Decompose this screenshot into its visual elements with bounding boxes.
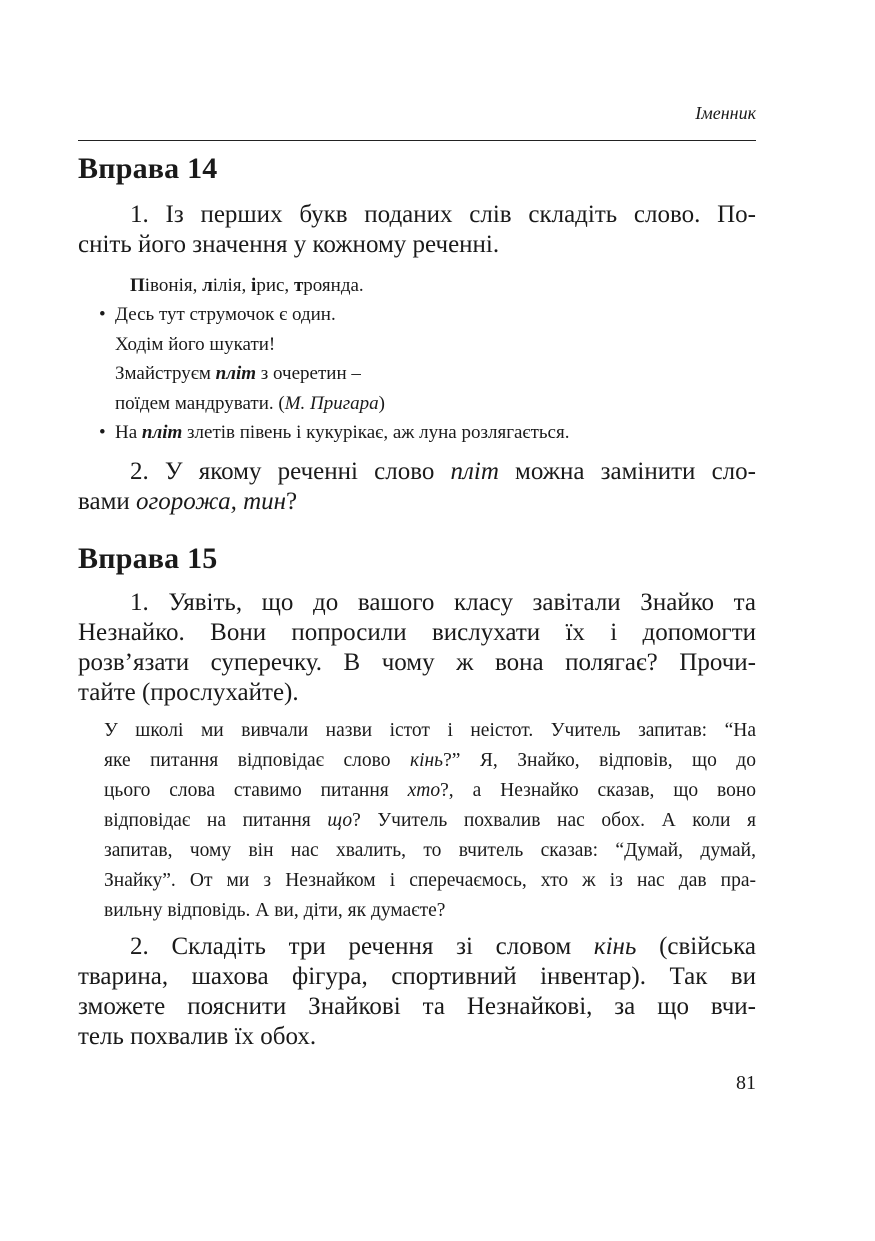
exercise-14-task-1	[78, 200, 756, 260]
poem-text: поїдем мандрувати. (	[115, 392, 285, 414]
header-rule	[78, 140, 756, 141]
poem-text: з очеретин –	[256, 363, 361, 385]
exercise-14-examples	[99, 300, 570, 448]
keyword: огорожа, тин	[136, 488, 287, 515]
exercise-15-story	[104, 716, 756, 926]
task-line	[78, 457, 756, 487]
exercise-15-task-2	[78, 932, 756, 1052]
task-text: (свійська	[636, 933, 756, 960]
task-text: ?	[286, 488, 298, 515]
task-line: сніть його значення у кожному реченні.	[78, 231, 500, 258]
story-text: ?, а Незнайко сказав, що воно	[440, 780, 756, 801]
word-rest: роянда.	[303, 275, 364, 296]
story-line: запитав, чому він нас хвалить, то вчитель сказав: “Думай, думай,	[104, 840, 756, 861]
task-text: вами	[78, 488, 137, 515]
task-line: 1. Уявіть, що до вашого класу завітали Знайко та	[130, 589, 756, 616]
task-line: тайте (прослухайте).	[78, 679, 299, 706]
word-list-line	[130, 271, 364, 301]
bullet: •	[99, 422, 106, 444]
word-initial: П	[130, 275, 145, 296]
keyword: що	[327, 810, 353, 831]
keyword: кінь	[593, 933, 637, 960]
keyword: хто	[407, 780, 441, 801]
page-number: 81	[736, 1072, 756, 1094]
exercise-14-task-2	[78, 457, 756, 517]
story-line: вильну відповідь. А ви, діти, як думаєте?	[104, 900, 446, 921]
exercise-14-word-list	[130, 271, 364, 301]
word-initial: л	[202, 275, 213, 296]
task-line: 1. Із перших букв поданих слів складіть слово. По-	[130, 201, 756, 228]
task-line: тварина, шахова фігура, спортивний інвентар). Так ви	[78, 963, 756, 990]
word-rest: івонія,	[144, 275, 203, 296]
story-text: ?” Я, Знайко, відповів, що до	[443, 750, 756, 771]
task-line: Незнайко. Вони попросили вислухати їх і допомогти	[78, 619, 756, 646]
story-line: У школі ми вивчали назви істот і неістот. Учитель запитав: “На	[104, 720, 756, 741]
poem-line	[115, 389, 569, 419]
story-line	[104, 776, 756, 806]
poem-line	[115, 359, 569, 389]
story-line: Знайку”. От ми з Незнайком і сперечаємось, хто ж із нас дав пра-	[104, 870, 756, 891]
sentence-text: злетів півень і кукурікає, аж луна розлягається.	[182, 422, 570, 444]
story-text: цього слова ставимо питання	[104, 780, 408, 801]
keyword: пліт	[450, 458, 499, 485]
bullet: •	[99, 304, 106, 325]
word-rest: рис,	[256, 275, 294, 296]
story-text: яке питання відповідає слово	[104, 750, 410, 771]
running-header: Іменник	[695, 103, 756, 123]
task-text: можна замінити сло-	[498, 458, 756, 485]
poem-text: Змайструєм	[115, 363, 216, 385]
sentence-text: На	[115, 422, 142, 444]
task-text: 2. Складіть три речення зі словом	[130, 933, 594, 960]
story-line	[104, 746, 756, 776]
exercise-15-task-1	[78, 588, 756, 708]
task-line: зможете пояснити Знайкові та Незнайкові, за що вчи-	[78, 993, 756, 1020]
task-line: тель похвалив їх обох.	[78, 1023, 317, 1050]
exercise-15-title: Вправа 15	[78, 542, 218, 575]
poem-author: М. Пригара	[284, 392, 379, 414]
sentence-line	[99, 418, 570, 448]
task-line: розв’язати суперечку. В чому ж вона полягає? Прочи-	[78, 649, 756, 676]
word-rest: ілія,	[212, 275, 252, 296]
story-text: відповідає на питання	[104, 810, 328, 831]
task-text: 2. У якому реченні слово	[130, 458, 451, 485]
task-line	[78, 932, 756, 962]
poem-text: Десь тут струмочок є один.	[115, 304, 336, 325]
keyword: пліт	[141, 422, 183, 444]
keyword: пліт	[215, 363, 257, 385]
keyword: кінь	[409, 750, 444, 771]
word-initial: і	[251, 275, 257, 296]
poem-line	[99, 300, 569, 330]
poem-line: Ходім його шукати!	[115, 333, 276, 355]
exercise-14-title: Вправа 14	[78, 152, 218, 185]
task-line	[78, 487, 756, 517]
story-line	[104, 806, 756, 836]
word-initial: т	[293, 275, 304, 296]
story-text: ? Учитель похвалив нас обох. А коли я	[352, 810, 756, 831]
poem-text: )	[378, 392, 385, 414]
